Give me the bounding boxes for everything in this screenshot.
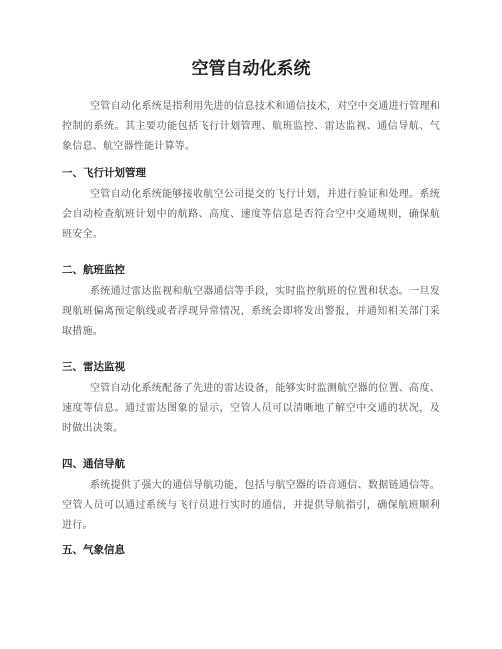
section-comm-nav-body: [62, 476, 440, 536]
section-heading: 五、气象信息: [62, 544, 125, 556]
section-flight-plan-body: [62, 185, 440, 245]
section-paragraph: 系统通过雷达监视和航空器通信等手段，实时监控航班的位置和状态。一旦发现航班偏离预定航线或者浮现异常情况，系统会即将发出警报，并通知相关部门采取措施。: [62, 286, 440, 337]
section-flight-monitoring-body: [62, 282, 440, 342]
section-flight-monitoring: [62, 262, 440, 278]
section-radar: [62, 359, 440, 375]
intro-paragraph: 空管自动化系统是指利用先进的信息技术和通信技术，对空中交通进行管理和控制的系统。其主要功能包括飞行计划管理、航班监控、雷达监视、通信导航、气象信息、航空器性能计算等。: [62, 101, 440, 152]
section-paragraph: 空管自动化系统配备了先进的雷达设备，能够实时监测航空器的位置、高度、速度等信息。通过雷达图象的显示，空管人员可以清晰地了解空中交通的状况，及时做出决策。: [62, 383, 440, 434]
intro-block: [62, 97, 440, 157]
section-comm-nav: [62, 456, 440, 472]
section-paragraph: 空管自动化系统能够接收航空公司提交的飞行计划，并进行验证和处理。系统会自动检查航班计划中的航路、高度、速度等信息是否符合空中交通规则，确保航班安全。: [62, 189, 440, 240]
section-flight-plan: [62, 165, 440, 181]
section-heading: 四、通信导航: [62, 458, 125, 470]
document-title: 空管自动化系统: [191, 59, 311, 79]
section-heading: 三、雷达监视: [62, 361, 125, 373]
section-weather: [62, 542, 440, 558]
section-heading: 一、飞行计划管理: [62, 167, 146, 179]
section-paragraph: 系统提供了强大的通信导航功能，包括与航空器的语音通信、数据链通信等。空管人员可以通过系统与飞行员进行实时的通信，并提供导航指引，确保航班顺利进行。: [62, 480, 440, 531]
section-radar-body: [62, 379, 440, 439]
section-heading: 二、航班监控: [62, 264, 125, 276]
